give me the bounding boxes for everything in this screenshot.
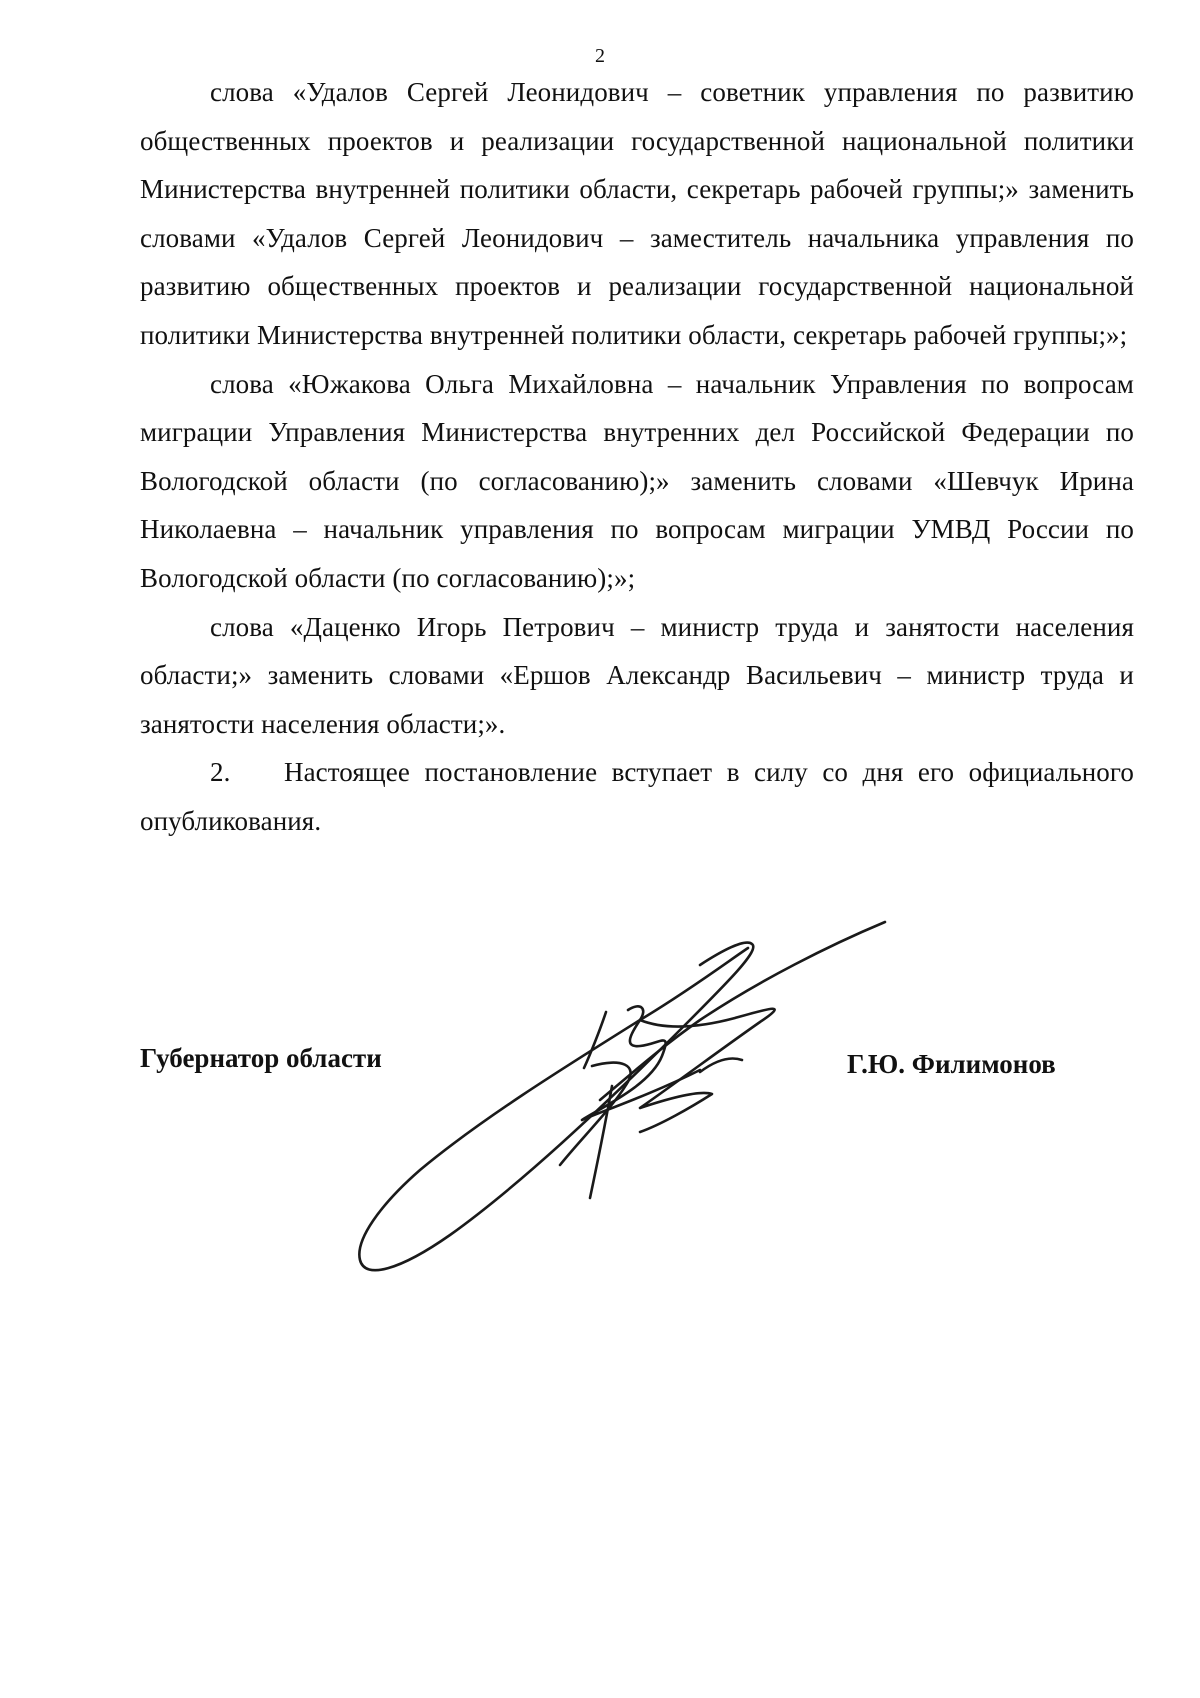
clause-2-number: 2. [210, 757, 231, 788]
document-body [140, 68, 1134, 846]
signatory-position: Губернатор области [140, 1043, 382, 1073]
clause-2-text: Настоящее постановление вступает в силу со дня его официального опубликования. [140, 757, 1134, 836]
paragraph-udalov: слова «Удалов Сергей Леонидович – советник управления по развитию общественных проектов и реализации государственной национальной политики Министерства внутренней политики области, секретарь рабочей группы;» заменить словами «Удалов Сергей Леонидович – заместитель начальника управления по развитию общественных проектов и реализации государственной национальной политики Министерства внутренней политики области, секретарь рабочей группы;»; [140, 77, 1134, 350]
signatory-name: Г.Ю. Филимонов [847, 1049, 1056, 1079]
page-number: 2 [595, 45, 605, 67]
clause-2 [140, 748, 1134, 845]
paragraph-datsenko: слова «Даценко Игорь Петрович – министр труда и занятости населения области;» заменить словами «Ершов Александр Васильевич – министр труда и занятости населения области;». [140, 611, 1134, 739]
paragraph-yuzhakova: слова «Южакова Ольга Михайловна – начальник Управления по вопросам миграции Управления Министерства внутренних дел Российской Федерации по Вологодской области (по согласованию);» заменить словами «Шевчук Ирина Николаевна – начальник управления по вопросам миграции УМВД России по Вологодской области (по согласованию);»; [140, 368, 1134, 593]
